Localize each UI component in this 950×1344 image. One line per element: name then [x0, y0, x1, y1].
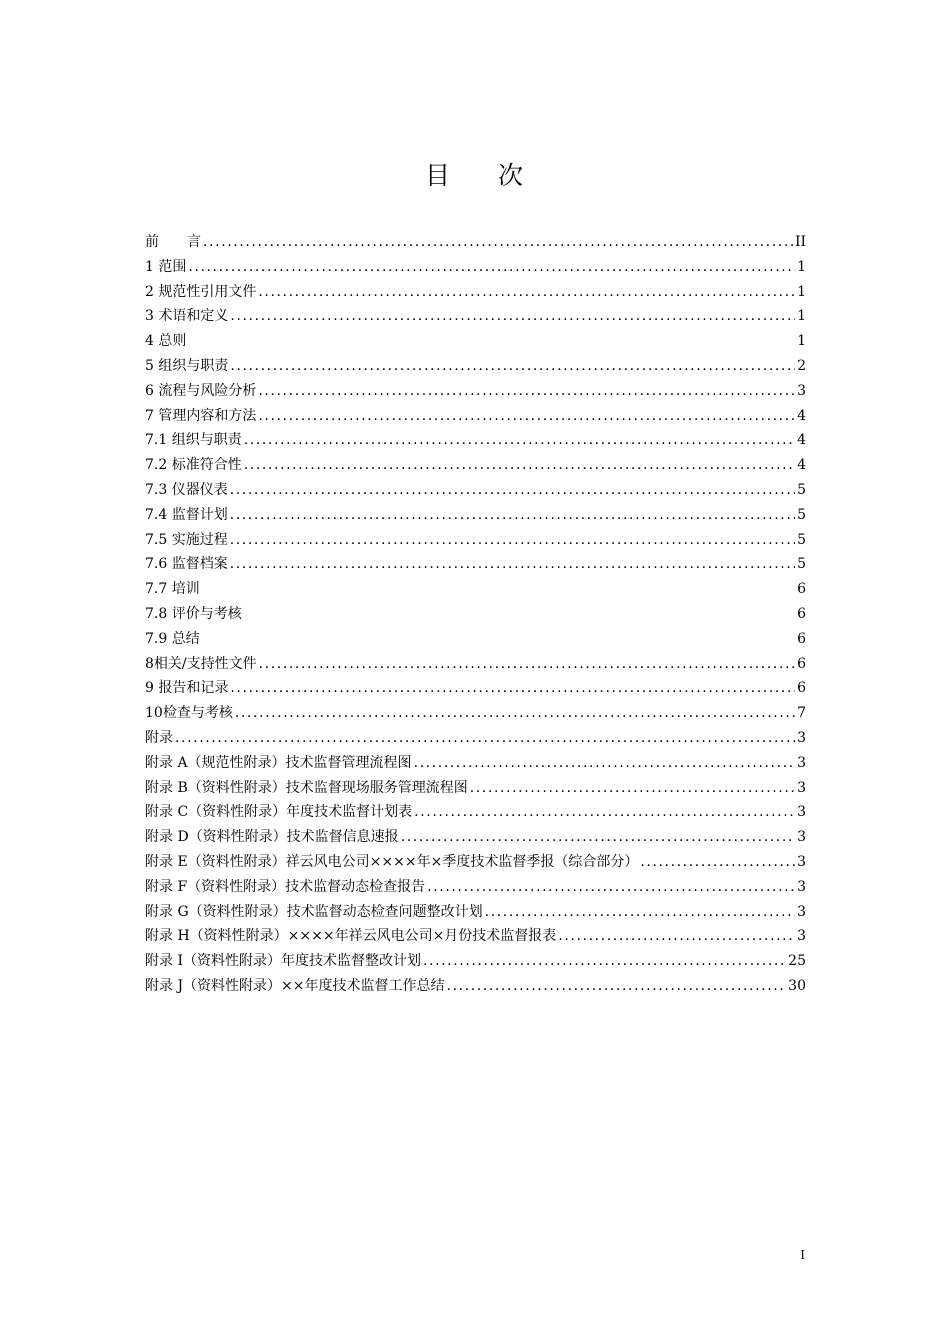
toc-entry-page: 6 — [797, 581, 806, 598]
toc-dot-leader — [230, 304, 795, 329]
toc-entry[interactable] — [145, 329, 806, 354]
toc-entry-label: 7 管理内容和方法 — [145, 407, 257, 424]
toc-entry-label: 7.2 标准符合性 — [145, 457, 242, 474]
toc-entry[interactable] — [145, 453, 806, 478]
toc-entry-label: 4 总则 — [145, 333, 187, 350]
toc-entry-label: 6 流程与风险分析 — [145, 382, 257, 399]
toc-entry[interactable] — [145, 304, 806, 329]
toc-dot-leader — [258, 404, 795, 429]
toc-entry-page: 7 — [797, 705, 806, 722]
toc-dot-leader — [414, 751, 796, 776]
toc-entry-label: 2 规范性引用文件 — [145, 283, 257, 300]
toc-entry-label: 附录 B（资料性附录）技术监督现场服务管理流程图 — [145, 779, 468, 796]
toc-entry-page: 3 — [797, 928, 806, 945]
toc-entry-label: 前 言 — [145, 234, 201, 250]
toc-entry-label: 附录 D（资料性附录）技术监督信息速报 — [145, 829, 399, 846]
toc-dot-leader — [258, 280, 795, 305]
toc-entry[interactable] — [145, 255, 806, 280]
toc-entry-page: 6 — [797, 605, 806, 622]
toc-entry-page: 5 — [797, 556, 806, 573]
toc-entry[interactable] — [145, 428, 806, 453]
toc-entry[interactable] — [145, 280, 806, 305]
toc-entry-label: 9 报告和记录 — [145, 680, 229, 697]
toc-entry[interactable] — [145, 354, 806, 379]
toc-dot-leader — [235, 701, 795, 726]
toc-entry-page: 30 — [788, 977, 806, 994]
toc-entry-page: 5 — [797, 506, 806, 523]
toc-entry[interactable] — [145, 528, 806, 553]
toc-entry-page: 3 — [797, 754, 806, 771]
toc-entry[interactable] — [145, 825, 806, 850]
toc-entry[interactable] — [145, 776, 806, 801]
toc-entry-page: 5 — [797, 531, 806, 548]
toc-dot-leader — [414, 800, 795, 825]
toc-entry-label: 附录 G（资料性附录）技术监督动态检查问题整改计划 — [145, 903, 483, 920]
toc-dot-leader — [230, 676, 795, 701]
toc-entry[interactable] — [145, 404, 806, 429]
toc-entry[interactable] — [145, 478, 806, 503]
toc-entry-label: 附录 J（资料性附录）××年度技术监督工作总结 — [145, 977, 445, 994]
toc-entry-page: 3 — [797, 779, 806, 796]
toc-entry[interactable] — [145, 900, 806, 925]
toc-dot-leader — [447, 974, 787, 999]
toc-entry-page: 1 — [797, 258, 806, 275]
toc-entry[interactable] — [145, 924, 806, 949]
toc-entry[interactable] — [145, 726, 806, 751]
toc-entry-label: 7.8 评价与考核 — [145, 605, 242, 622]
toc-entry-label: 7.1 组织与职责 — [145, 432, 242, 449]
toc-entry-page: 3 — [797, 903, 806, 920]
toc-entry-page: 3 — [797, 878, 806, 895]
toc-entry-page: 25 — [788, 953, 806, 970]
toc-entry-label: 7.3 仪器仪表 — [145, 481, 228, 498]
toc-entry-label: 附录 H（资料性附录）××××年祥云风电公司×月份技术监督报表 — [145, 928, 557, 945]
toc-dot-leader — [230, 552, 795, 577]
toc-entry[interactable] — [145, 602, 806, 627]
toc-entry[interactable] — [145, 751, 806, 776]
toc-entry[interactable] — [145, 230, 806, 255]
table-of-contents — [145, 230, 806, 999]
toc-dot-leader — [203, 230, 793, 255]
toc-entry-page: 6 — [797, 630, 806, 647]
toc-entry-page: II — [794, 234, 806, 250]
toc-entry-page: 4 — [797, 432, 806, 449]
toc-entry-page: 3 — [797, 853, 806, 870]
toc-dot-leader — [640, 850, 795, 875]
toc-entry-label: 附录 C（资料性附录）年度技术监督计划表 — [145, 804, 413, 821]
toc-entry-page: 4 — [797, 407, 806, 424]
toc-dot-leader — [423, 949, 786, 974]
toc-entry-label: 3 术语和定义 — [145, 308, 229, 325]
toc-entry-label: 附录 A（规范性附录）技术监督管理流程图 — [145, 754, 412, 771]
toc-entry-page: 1 — [797, 283, 806, 300]
toc-entry-page: 4 — [797, 457, 806, 474]
toc-entry[interactable] — [145, 627, 806, 652]
toc-entry-label: 5 组织与职责 — [145, 357, 229, 374]
toc-entry[interactable] — [145, 552, 806, 577]
toc-entry-page: 3 — [797, 829, 806, 846]
toc-dot-leader — [485, 900, 795, 925]
toc-dot-leader — [401, 825, 795, 850]
toc-entry[interactable] — [145, 577, 806, 602]
toc-entry-label: 附录 I（资料性附录）年度技术监督整改计划 — [145, 953, 421, 970]
toc-dot-leader — [230, 478, 795, 503]
title-char-2: 次 — [498, 161, 526, 190]
toc-dot-leader — [244, 428, 795, 453]
toc-entry[interactable] — [145, 379, 806, 404]
toc-entry-page: 3 — [797, 382, 806, 399]
toc-entry[interactable] — [145, 850, 806, 875]
toc-dot-leader — [558, 924, 795, 949]
toc-dot-leader — [188, 255, 795, 280]
toc-entry-label: 7.4 监督计划 — [145, 506, 228, 523]
toc-dot-leader — [175, 726, 795, 751]
toc-dot-leader — [470, 776, 795, 801]
toc-entry-page: 5 — [797, 481, 806, 498]
toc-entry-page: 1 — [797, 333, 806, 350]
toc-entry-page: 1 — [797, 308, 806, 325]
toc-entry-page: 2 — [797, 357, 806, 374]
footer-page-number: I — [800, 1248, 805, 1262]
toc-entry-page: 3 — [797, 729, 806, 746]
toc-entry[interactable] — [145, 676, 806, 701]
toc-dot-leader — [230, 354, 795, 379]
toc-entry-page: 6 — [797, 655, 806, 672]
toc-entry-label: 10检查与考核 — [145, 705, 233, 722]
toc-entry[interactable] — [145, 875, 806, 900]
toc-dot-leader — [230, 528, 795, 553]
toc-dot-leader — [258, 379, 795, 404]
toc-entry-label: 7.7 培训 — [145, 581, 200, 598]
page-title — [0, 156, 950, 192]
toc-entry[interactable] — [145, 949, 806, 974]
toc-entry-page: 3 — [797, 804, 806, 821]
toc-dot-leader — [259, 652, 795, 677]
toc-entry-label: 附录 E（资料性附录）祥云风电公司××××年×季度技术监督季报（综合部分） — [145, 853, 639, 870]
toc-entry[interactable] — [145, 974, 806, 999]
toc-entry-label: 8相关/支持性文件 — [145, 655, 257, 672]
toc-entry[interactable] — [145, 800, 806, 825]
toc-dot-leader — [427, 875, 795, 900]
toc-entry-label: 附录 F（资料性附录）技术监督动态检查报告 — [145, 878, 426, 895]
toc-entry[interactable] — [145, 503, 806, 528]
toc-dot-leader — [230, 503, 795, 528]
toc-entry-label: 1 范围 — [145, 258, 187, 275]
toc-entry[interactable] — [145, 652, 806, 677]
toc-dot-leader — [244, 453, 795, 478]
toc-entry-page: 6 — [797, 680, 806, 697]
toc-entry-label: 7.6 监督档案 — [145, 556, 228, 573]
toc-entry-label: 附录 — [145, 729, 173, 746]
toc-entry-label: 7.5 实施过程 — [145, 531, 228, 548]
toc-entry[interactable] — [145, 701, 806, 726]
toc-entry-label: 7.9 总结 — [145, 630, 200, 647]
title-char-1: 目 — [424, 161, 452, 190]
